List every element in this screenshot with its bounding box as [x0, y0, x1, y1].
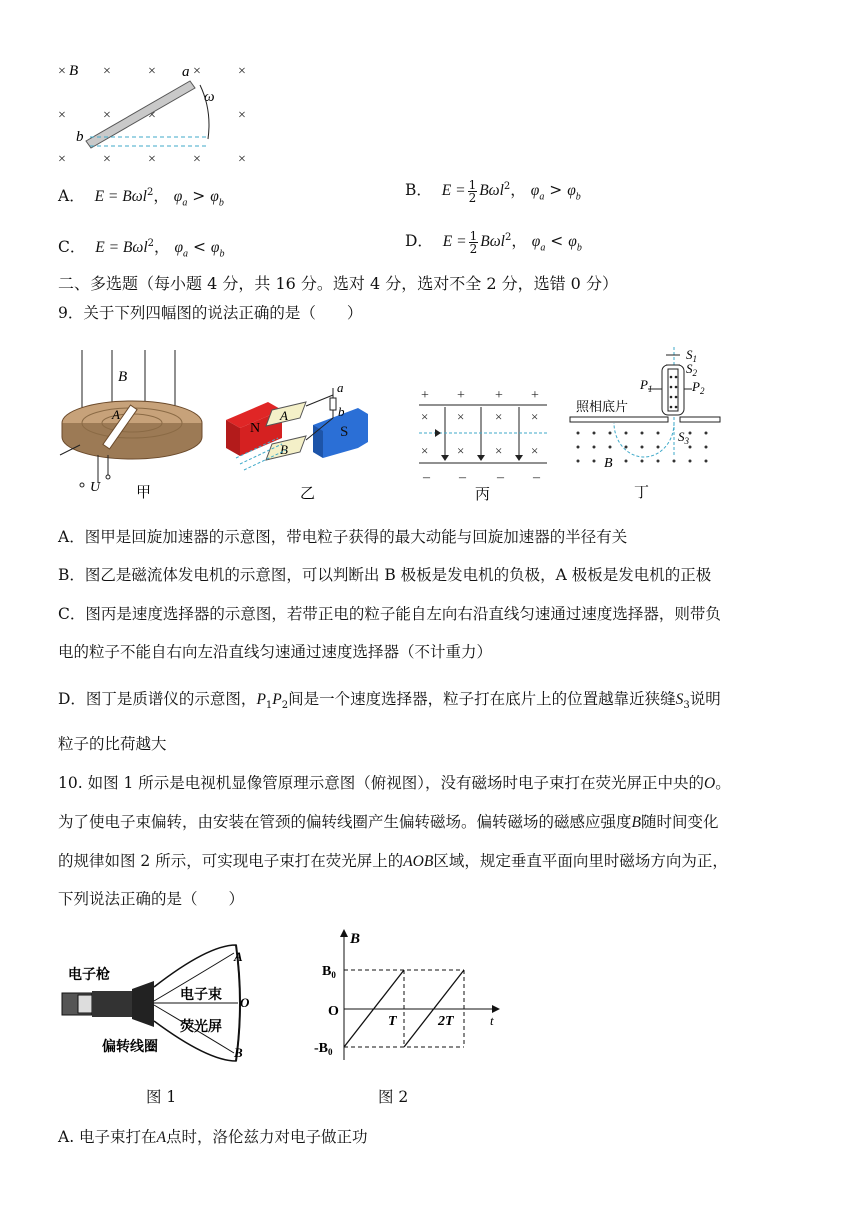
svg-text:–: – — [459, 470, 466, 485]
yi-a-terminal: a — [337, 380, 344, 395]
yi-n-label: N — [250, 421, 261, 436]
q10-stem-line1: 10. 如图 1 所示是电视机显像管原理示意图（俯视图），没有磁场时电子束打在荧光屏正中央的O。 — [58, 774, 731, 792]
b-field-label: B — [69, 63, 79, 79]
q10-stem-line4: 下列说法正确的是（ ） — [58, 890, 245, 908]
svg-text:×: × — [148, 152, 156, 167]
svg-text:×: × — [238, 64, 246, 79]
ding-s3-label: $S_3$ — [678, 429, 689, 446]
q10-stem-line3: 的规律如图 2 所示，可实现电子束打在荧光屏上的AOB区域，规定垂直平面向里时磁场方向为正， — [58, 852, 728, 870]
ding-p1-label: $P_1$ — [640, 377, 653, 394]
svg-text:–: – — [533, 470, 540, 485]
two-t-tick-label: 2T — [438, 1014, 454, 1029]
svg-text:+: + — [495, 388, 503, 403]
neg-b0-label: $-B_0$ — [314, 1041, 333, 1057]
t-axis-label: t — [490, 1013, 494, 1028]
o-label: O — [328, 1004, 339, 1019]
q9-figure-jia-cyclotron — [50, 345, 205, 505]
q10-option-a[interactable]: A. 电子束打在A点时，洛伦兹力对电子做正功 — [58, 1128, 368, 1146]
svg-text:+: + — [457, 388, 465, 403]
svg-text:×: × — [531, 409, 539, 424]
q10-figure1-crt — [58, 935, 258, 1070]
jia-b-label: B — [118, 369, 128, 385]
svg-text:×: × — [58, 108, 66, 123]
svg-text:×: × — [457, 409, 465, 424]
ding-b-label: B — [604, 456, 613, 471]
yi-s-label: S — [340, 424, 349, 440]
bing-caption: 丙 — [475, 487, 491, 503]
omega-label: ω — [204, 89, 215, 105]
svg-text:×: × — [103, 64, 111, 79]
svg-text:×: × — [58, 64, 66, 79]
q9-option-b[interactable]: B．图乙是磁流体发电机的示意图，可以判断出 B 极板是发电机的负极，A 极板是发电机的正极 — [58, 566, 712, 584]
svg-text:×: × — [148, 108, 156, 123]
q9-option-a[interactable]: A．图甲是回旋加速器的示意图，带电粒子获得的最大动能与回旋加速器的半径有关 — [58, 528, 628, 546]
ding-s1-label: $S_1$ — [686, 347, 697, 364]
q9-figure-yi-mhd-generator — [218, 380, 388, 505]
section-heading-multiple-choice: 二、多选题（每小题 4 分，共 16 分。选对 4 分，选对不全 2 分，选错 0 分） — [58, 274, 618, 293]
svg-text:×: × — [58, 152, 66, 167]
screen-label: 荧光屏 — [180, 1020, 222, 1035]
jia-a-label: A — [112, 407, 120, 422]
svg-text:×: × — [103, 152, 111, 167]
q9-option-d-line2: 粒子的比荷越大 — [58, 735, 167, 753]
q8-option-d[interactable]: D． E = $\frac{1}{2}$ Bωl$^2$， $\varphi_a < \varphi_b$ — [405, 228, 582, 256]
q8-option-a[interactable]: A． E = Bωl$^2$， $\varphi_a > \varphi_b$ — [58, 187, 224, 209]
svg-text:×: × — [457, 443, 465, 458]
q9-figure-bing-velocity-selector — [415, 385, 555, 505]
q8-option-b[interactable]: B． E = $\frac{1}{2}$ Bωl$^2$， $\varphi_a > \varphi_b$ — [405, 177, 581, 205]
jia-caption: 甲 — [136, 485, 152, 501]
figure1-caption: 图 1 — [146, 1088, 177, 1106]
yi-plate-a-label: A — [280, 408, 288, 423]
point-o-label: O — [240, 995, 250, 1010]
svg-text:×: × — [103, 108, 111, 123]
jia-u-label: U — [90, 480, 101, 495]
ding-p2-label: $P_2$ — [692, 379, 705, 396]
ding-film-label: 照相底片 — [576, 399, 629, 414]
svg-text:×: × — [148, 64, 156, 79]
yi-b-terminal: b — [338, 404, 345, 419]
q8-option-c[interactable]: C． E = Bωl$^2$， $\varphi_a < \varphi_b$ — [58, 238, 225, 260]
svg-text:×: × — [421, 443, 429, 458]
beam-label: 电子束 — [180, 988, 222, 1003]
q9-figure-ding-mass-spectrometer — [568, 345, 728, 505]
yi-plate-b-label: B — [280, 442, 288, 457]
q9-option-c-line2: 电的粒子不能自右向左沿直线匀速通过速度选择器（不计重力） — [58, 643, 493, 661]
svg-text:×: × — [238, 152, 246, 167]
q9-stem: 9．关于下列四幅图的说法正确的是（ ） — [58, 304, 363, 322]
ding-s2-label: $S_2$ — [686, 361, 697, 378]
end-a-label: a — [182, 64, 190, 80]
svg-text:×: × — [495, 409, 503, 424]
b0-label: $B_0$ — [322, 964, 336, 980]
figure2-caption: 图 2 — [378, 1088, 409, 1106]
t-tick-label: T — [388, 1014, 397, 1029]
q9-option-d-line1[interactable]: D．图丁是质谱仪的示意图，$P_1P_2$间是一个速度选择器，粒子打在底片上的位置越靠近狭缝$S_3$说明 — [58, 690, 721, 712]
point-a-label: A — [234, 949, 243, 964]
q9-option-c-line1[interactable]: C．图丙是速度选择器的示意图，若带正电的粒子能自左向右沿直线匀速通过速度选择器，则带负 — [58, 605, 721, 623]
svg-text:+: + — [421, 388, 429, 403]
svg-text:×: × — [495, 443, 503, 458]
svg-text:×: × — [193, 64, 201, 79]
gun-label: 电子枪 — [68, 968, 110, 983]
yi-caption: 乙 — [300, 486, 316, 502]
q10-stem-line2: 为了使电子束偏转，由安装在管颈的偏转线圈产生偏转磁场。偏转磁场的磁感应强度B随时间变化 — [58, 813, 719, 831]
end-b-label: b — [76, 129, 84, 145]
svg-text:–: – — [423, 470, 430, 485]
svg-text:×: × — [531, 443, 539, 458]
ding-caption: 丁 — [634, 485, 650, 501]
coil-label: 偏转线圈 — [102, 1040, 158, 1055]
svg-text:×: × — [421, 409, 429, 424]
svg-text:×: × — [193, 152, 201, 167]
svg-text:+: + — [531, 388, 539, 403]
b-axis-label: B — [350, 931, 361, 947]
point-b-label: B — [234, 1045, 243, 1060]
q10-figure2-b-t-graph — [310, 925, 505, 1065]
svg-text:–: – — [497, 470, 504, 485]
q8-rod-figure — [50, 55, 260, 170]
svg-text:×: × — [238, 108, 246, 123]
